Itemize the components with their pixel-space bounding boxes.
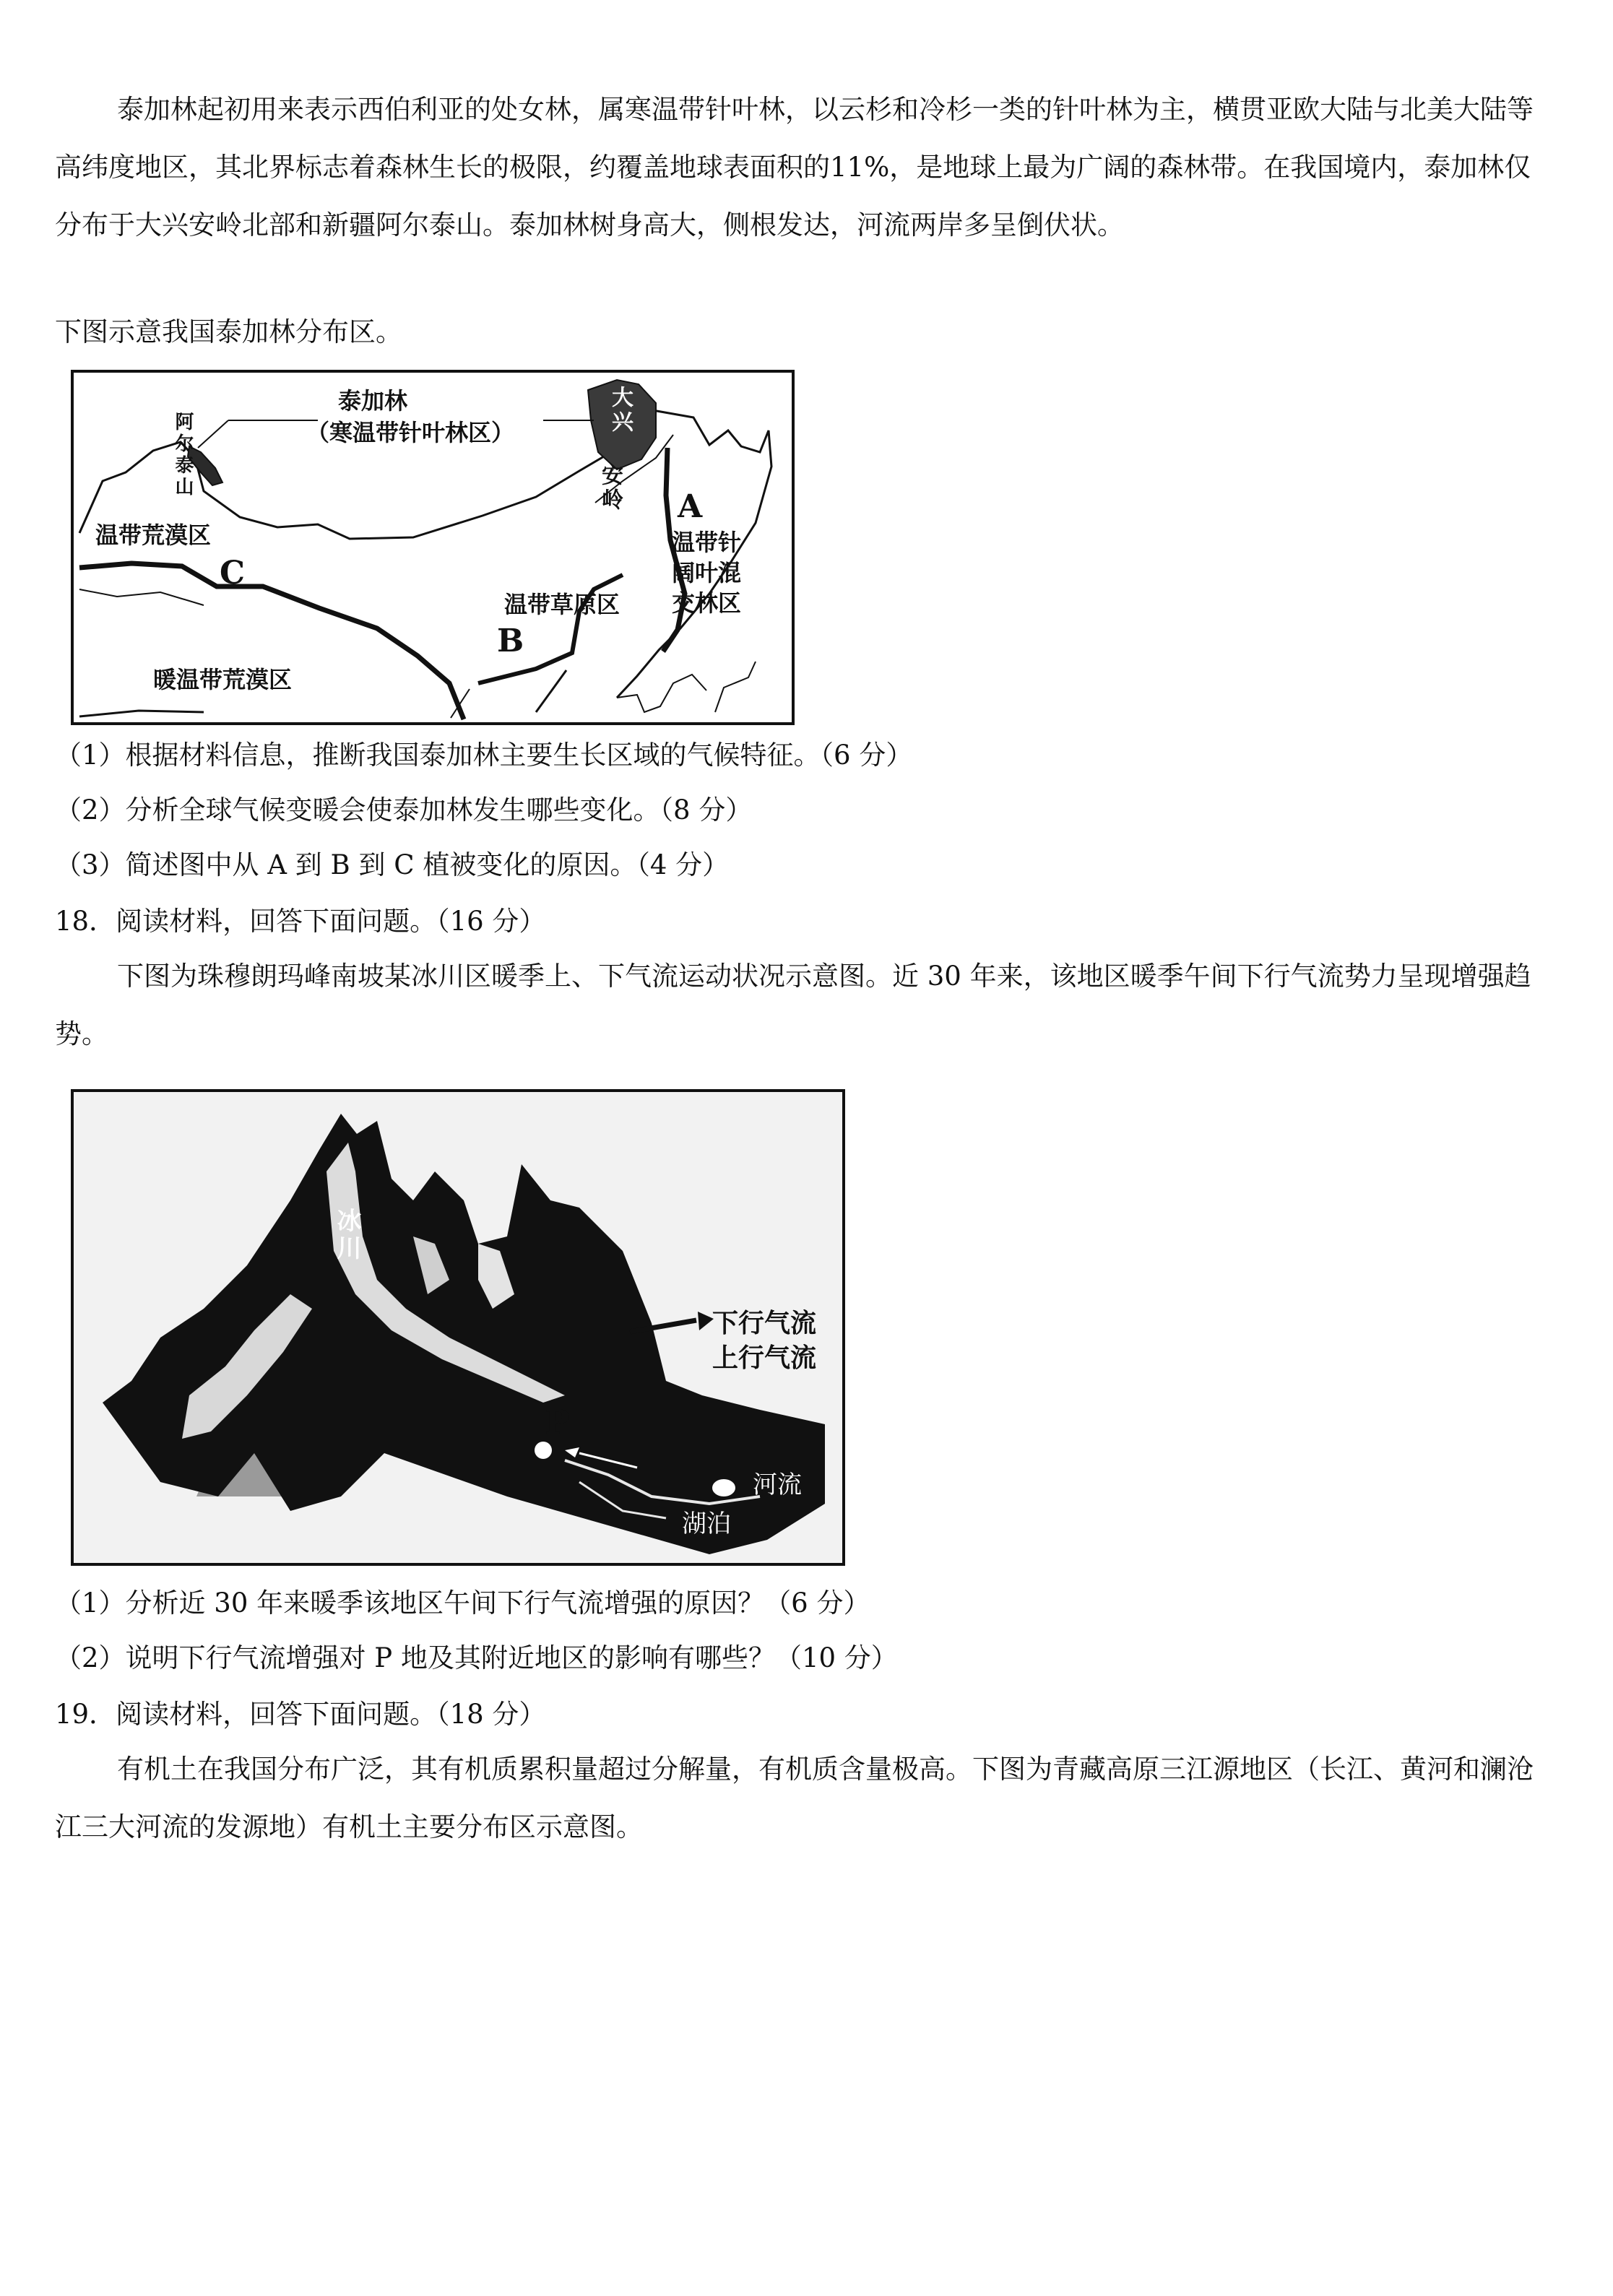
map-label-c: C [220,555,246,592]
map-altai-label: 阿尔泰山 [172,412,194,498]
glacier-airflow-diagram [71,1089,845,1566]
q17-figure-intro: 下图示意我国泰加林分布区。 [55,316,402,347]
map-grassland-label: 温带草原区 [504,591,620,618]
q18-heading: 18．阅读材料，回答下面问题。（16 分） [55,906,546,937]
map-daxing-label: 大兴 [607,386,633,435]
map-warm-desert-label: 暖温带荒漠区 [153,666,293,693]
legend-updraft-label: 上行气流 [712,1343,817,1373]
q18-material-paragraph: 下图为珠穆朗玛峰南坡某冰川区暖季上、下气流运动状况示意图。近 30 年来，该地区暖季午间下行气流势力呈现增强趋势。 [55,961,1531,1049]
diagram-glacier-label: 冰川 [332,1208,361,1262]
map-taiga-title-line2: （寒温带针叶林区） [306,419,515,446]
taiga-distribution-map [71,370,795,725]
q17-question-3: （3）简述图中从 A 到 B 到 C 植被变化的原因。（4 分） [55,849,730,880]
q18-question-1: （1）分析近 30 年来暖季该地区午间下行气流增强的原因？（6 分） [55,1587,870,1619]
diagram-point-p: P [545,1403,570,1442]
q17-question-1: （1）根据材料信息，推断我国泰加林主要生长区域的气候特征。（6 分） [55,740,913,771]
q17-material-paragraph: 泰加林起初用来表示西伯利亚的处女林，属寒温带针叶林，以云杉和冷杉一类的针叶林为主，横贯亚欧大陆与北美大陆等高纬度地区，其北界标志着森林生长的极限，约覆盖地球表面积的11%，是地球上最为广阔的森林带。在我国境内，泰加林仅分布于大兴安岭北部和新疆阿尔泰山。泰加林树身高大，侧根发达，河流两岸多呈倒伏状。 [55,94,1534,241]
diagram-lake-label: 湖泊 [682,1509,731,1538]
q17-question-2: （2）分析全球气候变暖会使泰加林发生哪些变化。（8 分） [55,794,753,826]
q19-material-paragraph: 有机土在我国分布广泛，其有机质累积量超过分解量，有机质含量极高。下图为青藏高原三江源地区（长江、黄河和澜沧江三大河流的发源地）有机土主要分布区示意图。 [55,1754,1534,1842]
legend-downdraft-label: 下行气流 [712,1308,817,1338]
map-label-b: B [497,623,524,659]
map-label-a: A [678,488,703,525]
q18-question-2: （2）说明下行气流增强对 P 地及其附近地区的影响有哪些？（10 分） [55,1642,898,1673]
map-mixed-forest-label: 温带针阔叶混交林区 [672,529,742,617]
map-anling-label: 安岭 [597,464,623,513]
map-taiga-title-line1: 泰加林 [338,387,408,415]
map-temperate-desert-label: 温带荒漠区 [95,521,212,549]
diagram-river-label: 河流 [753,1470,802,1499]
q19-heading: 19．阅读材料，回答下面问题。（18 分） [55,1699,546,1730]
